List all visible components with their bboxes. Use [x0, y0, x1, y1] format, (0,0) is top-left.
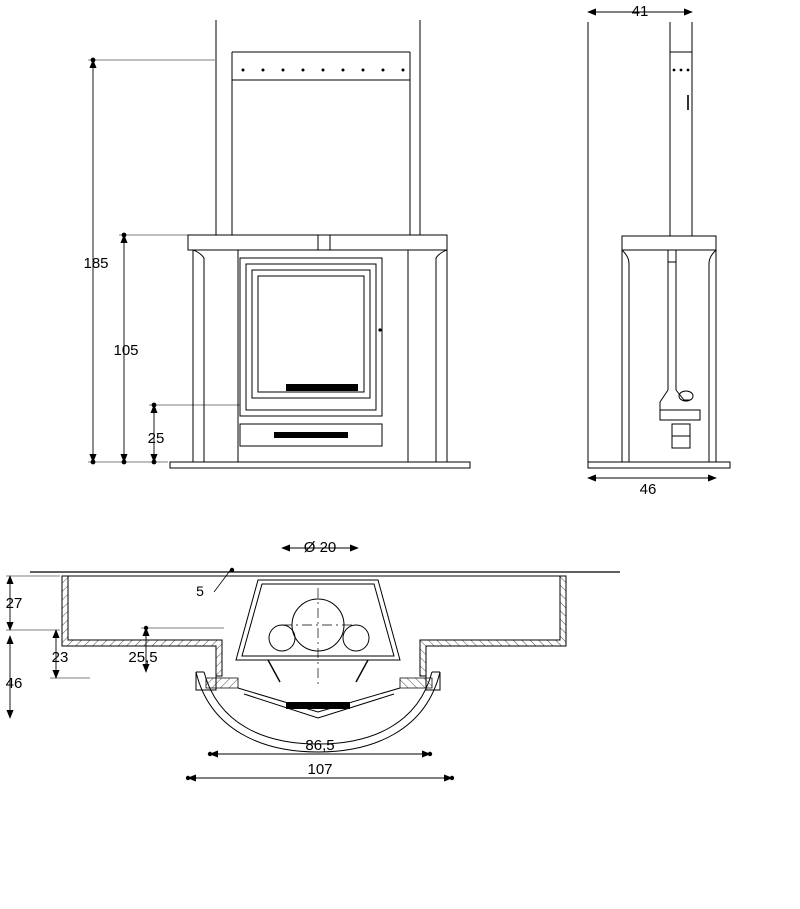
side-body-walls [622, 250, 716, 462]
dim-label-dia20: Ø 20 [303, 539, 337, 556]
dim-label-46: 46 [639, 481, 657, 498]
plan-grate-bar [286, 702, 350, 709]
side-dimensions [588, 12, 716, 478]
front-dimensions [88, 58, 240, 465]
plan-left-port [269, 625, 295, 651]
side-flue-dots [673, 69, 690, 72]
plan-right-port [343, 625, 369, 651]
ash-drawer-handle [274, 432, 348, 438]
plan-left-jamb-hatch [206, 678, 238, 688]
side-elevation-view [588, 22, 730, 468]
body-right-curve [436, 250, 447, 462]
side-hearth-slab [588, 462, 730, 468]
front-elevation-view [170, 20, 470, 468]
body-left-curve [193, 250, 204, 462]
dim-label-865: 86,5 [305, 737, 335, 754]
dim-label-25: 25 [147, 430, 165, 447]
plan-dimensions [6, 548, 454, 780]
plan-vane-right [356, 660, 368, 682]
plan-right-hatch [420, 576, 566, 676]
dim-label-5: 5 [196, 583, 204, 599]
dim-label-23: 23 [51, 649, 69, 666]
dim-label-185: 185 [83, 255, 109, 272]
side-body-inner-right [709, 250, 716, 462]
flue-perforation-dots [242, 69, 405, 72]
firebox-glass [252, 270, 370, 398]
body-outline [193, 250, 447, 462]
side-body-inner-left [622, 250, 629, 462]
dim-label-46p: 46 [5, 675, 23, 692]
side-liner-elbow [660, 390, 668, 410]
dim-label-107: 107 [307, 761, 333, 778]
side-base-plate [660, 410, 700, 420]
firebox-handle-dot [378, 328, 381, 331]
firebox-grate-bar [286, 384, 358, 391]
plan-vane-left [268, 660, 280, 682]
plan-right-jamb-hatch [400, 678, 432, 688]
plan-right-hatch-outline [420, 576, 566, 676]
plan-section-view [30, 572, 620, 752]
plan-right-recess [420, 576, 560, 676]
firebox-glass-inner [258, 276, 364, 392]
dim-label-105: 105 [113, 342, 139, 359]
dim-label-41: 41 [631, 3, 649, 20]
plan-right-recess-inner [426, 576, 566, 676]
side-mantel-slab [622, 236, 716, 250]
hearth-slab [170, 462, 470, 468]
dim-label-27: 27 [5, 595, 23, 612]
dim-label-255: 25,5 [128, 649, 158, 666]
